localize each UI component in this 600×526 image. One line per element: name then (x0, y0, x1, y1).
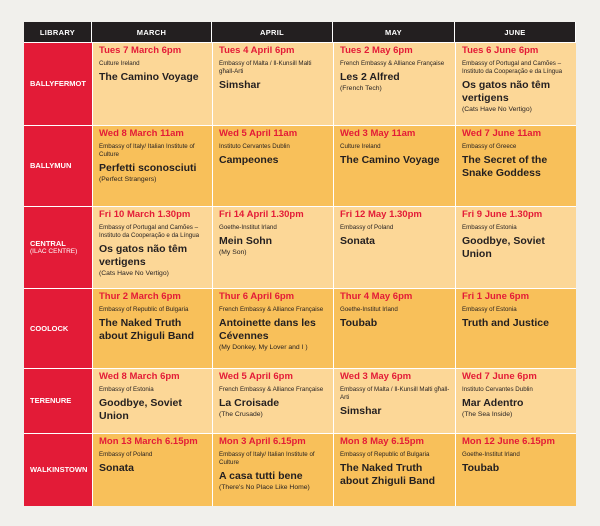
event-cell (212, 206, 333, 288)
event-organizer: Embassy of Greece (462, 142, 517, 150)
event-cell (212, 125, 333, 206)
event-organizer: Embassy of Portugal and Camões – Instituto da Cooperação e da Língua (462, 59, 563, 75)
event-organizer: Embassy of Estonia (462, 223, 517, 231)
event-cell (212, 433, 333, 506)
event-cell (212, 288, 333, 368)
film-title: Antoinette dans les Cévennes (219, 316, 316, 342)
event-date: Fri 9 June 1.30pm (462, 209, 543, 220)
film-title: Toubab (340, 316, 378, 329)
film-title: Simshar (340, 405, 382, 418)
event-date: Fri 1 June 6pm (462, 291, 530, 302)
event-organizer: Embassy of Poland (99, 450, 153, 458)
library-subtitle: (ILAC CENTRE) (30, 248, 78, 256)
event-cell (455, 125, 576, 206)
event-date: Tues 7 March 6pm (99, 45, 182, 56)
event-date: Wed 3 May 6pm (340, 371, 412, 382)
event-date: Wed 8 March 6pm (99, 371, 180, 382)
event-cell (455, 288, 576, 368)
film-translation: (The Crusade) (219, 410, 263, 418)
film-title: Sonata (99, 461, 135, 474)
event-organizer: Goethe-Institut Irland (340, 305, 398, 313)
library-name: CENTRAL (30, 238, 66, 248)
event-date: Wed 7 June 6pm (462, 371, 537, 382)
event-cell (92, 288, 212, 368)
event-organizer: Embassy of Estonia (99, 385, 154, 393)
event-organizer: Embassy of Malta / Il-Kunsill Malti għall-Arti (340, 385, 450, 401)
event-cell (333, 433, 455, 506)
film-title: Os gatos não têm vertigens (462, 79, 551, 104)
event-organizer: Embassy of Italy/ Italian Institute of Culture (219, 450, 315, 466)
header-march: MARCH (92, 22, 212, 42)
library-name: BALLYMUN (30, 161, 72, 171)
event-date: Mon 8 May 6.15pm (340, 436, 424, 447)
event-date: Mon 13 March 6.15pm (99, 436, 198, 447)
film-title: Goodbye, Soviet Union (462, 234, 545, 260)
header-june: JUNE (455, 22, 576, 42)
event-cell (333, 206, 455, 288)
event-cell (212, 368, 333, 433)
event-date: Tues 2 May 6pm (340, 45, 413, 56)
event-cell (455, 206, 576, 288)
library-name: TERENURE (30, 396, 72, 406)
library-coolock (24, 288, 92, 368)
event-date: Thur 6 April 6pm (219, 291, 295, 302)
event-cell (333, 368, 455, 433)
event-cell (212, 42, 333, 125)
library-name: COOLOCK (30, 323, 69, 333)
event-date: Fri 14 April 1.30pm (219, 209, 304, 220)
library-central (24, 206, 92, 288)
film-title: Campeones (219, 153, 279, 166)
film-title: La Croisade (219, 396, 280, 409)
film-title: The Naked Truth about Zhiguli Band (99, 316, 195, 342)
event-cell (333, 288, 455, 368)
event-organizer: Culture Ireland (340, 142, 381, 150)
library-name: WALKINSTOWN (30, 465, 88, 475)
event-date: Tues 6 June 6pm (462, 45, 539, 56)
header-library: LIBRARY (24, 22, 92, 42)
event-date: Tues 4 April 6pm (219, 45, 295, 56)
film-translation: (Cats Have No Vertigo) (99, 269, 169, 277)
film-title: The Secret of the Snake Goddess (462, 153, 548, 179)
header-april: APRIL (212, 22, 333, 42)
film-title: The Naked Truth about Zhiguli Band (340, 461, 436, 487)
film-title: Goodbye, Soviet Union (99, 396, 182, 422)
event-organizer: Goethe-Institut Irland (462, 450, 520, 458)
event-date: Wed 7 June 11am (462, 128, 542, 139)
event-date: Mon 12 June 6.15pm (462, 436, 555, 447)
film-title: Les 2 Alfred (340, 70, 400, 83)
event-organizer: Goethe-Institut Irland (219, 223, 277, 231)
event-cell (333, 125, 455, 206)
event-date: Wed 8 March 11am (99, 128, 184, 139)
film-title: Toubab (462, 461, 500, 474)
event-date: Mon 3 April 6.15pm (219, 436, 306, 447)
schedule-table (24, 22, 576, 506)
event-cell (92, 42, 212, 125)
event-organizer: Embassy of Italy/ Italian Institute of Culture (99, 142, 195, 158)
film-translation: (There's No Place Like Home) (219, 483, 310, 491)
event-organizer: Embassy of Estonia (462, 305, 517, 313)
event-organizer: Instituto Cervantes Dublin (462, 385, 533, 393)
event-organizer: Instituto Cervantes Dublin (219, 142, 290, 150)
event-cell (92, 206, 212, 288)
event-organizer: Embassy of Republic of Bulgaria (340, 450, 430, 458)
event-date: Thur 2 March 6pm (99, 291, 181, 302)
film-translation: (My Son) (219, 248, 247, 256)
film-translation: (The Sea Inside) (462, 410, 513, 418)
event-cell (333, 42, 455, 125)
film-title: Mar Adentro (462, 396, 524, 409)
library-walkinstown (24, 433, 92, 506)
event-organizer: Culture Ireland (99, 59, 140, 67)
event-organizer: Embassy of Poland (340, 223, 394, 231)
event-date: Wed 5 April 11am (219, 128, 298, 139)
film-title: The Camino Voyage (340, 153, 440, 166)
film-title: Os gatos não têm vertigens (99, 243, 188, 268)
film-title: Mein Sohn (219, 234, 273, 247)
film-translation: (Perfect Strangers) (99, 175, 157, 183)
library-ballyfermot (24, 42, 92, 125)
event-organizer: French Embassy & Alliance Française (219, 305, 324, 313)
event-cell (92, 433, 212, 506)
library-name: BALLYFERMOT (30, 79, 86, 89)
film-translation: (My Donkey, My Lover and I ) (219, 343, 308, 351)
event-cell (92, 125, 212, 206)
library-terenure (24, 368, 92, 433)
event-cell (92, 368, 212, 433)
event-organizer: French Embassy & Alliance Française (219, 385, 324, 393)
event-organizer: Embassy of Republic of Bulgaria (99, 305, 189, 313)
event-date: Thur 4 May 6pm (340, 291, 413, 302)
film-title: The Camino Voyage (99, 70, 199, 83)
event-date: Wed 3 May 11am (340, 128, 416, 139)
event-organizer: Embassy of Malta / Il-Kunsill Malti għall-Arti (219, 59, 312, 75)
film-title: Truth and Justice (462, 316, 549, 329)
film-title: Simshar (219, 79, 261, 92)
event-organizer: Embassy of Portugal and Camões – Instituto da Cooperação e da Língua (99, 223, 200, 239)
event-organizer: French Embassy & Alliance Française (340, 59, 445, 67)
event-date: Wed 5 April 6pm (219, 371, 293, 382)
header-may: MAY (333, 22, 455, 42)
film-title: A casa tutti bene (219, 470, 303, 483)
event-date: Fri 12 May 1.30pm (340, 209, 422, 220)
film-title: Perfetti sconosciuti (99, 162, 197, 175)
film-translation: (Cats Have No Vertigo) (462, 105, 532, 113)
event-cell (455, 433, 576, 506)
film-title: Sonata (340, 234, 376, 247)
film-translation: (French Tech) (340, 84, 382, 92)
event-date: Fri 10 March 1.30pm (99, 209, 191, 220)
event-cell (455, 42, 576, 125)
event-cell (455, 368, 576, 433)
library-ballymun (24, 125, 92, 206)
